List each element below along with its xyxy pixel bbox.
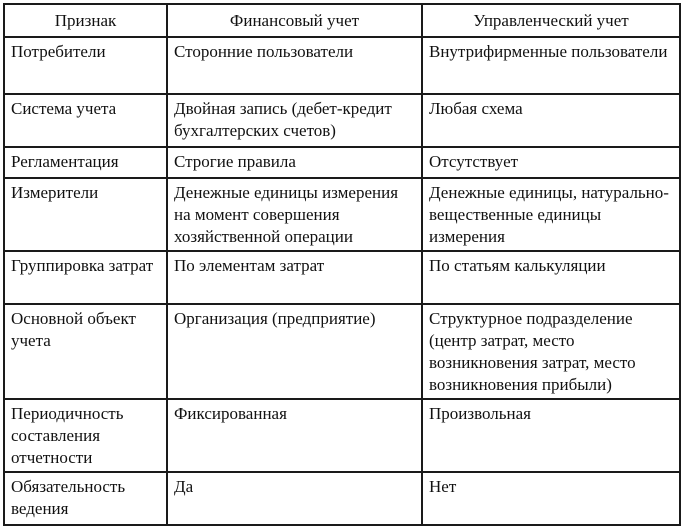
header-financial-accounting: Финансовый учет (167, 4, 422, 37)
row-feature-cell: Периодичность составления отчетности (4, 399, 167, 472)
management-cell: Отсутствует (422, 147, 680, 178)
table-row (4, 251, 680, 304)
header-feature: Признак (4, 4, 167, 37)
financial-cell: Да (167, 472, 422, 525)
financial-cell: Фиксированная (167, 399, 422, 472)
row-feature-cell: Группировка затрат (4, 251, 167, 304)
table-row (4, 37, 680, 94)
management-cell: Произвольная (422, 399, 680, 472)
table-row (4, 147, 680, 178)
row-feature-cell: Основной объект учета (4, 304, 167, 399)
table-header-row (4, 4, 680, 37)
comparison-table-container (3, 3, 679, 518)
table-row (4, 304, 680, 399)
row-feature-cell: Потребители (4, 37, 167, 94)
row-feature-cell: Система учета (4, 94, 167, 147)
table-row (4, 472, 680, 525)
management-cell: Денежные единицы, натурально-вещественные единицы измерения (422, 178, 680, 251)
row-feature-cell: Регламентация (4, 147, 167, 178)
management-cell: Нет (422, 472, 680, 525)
table-row (4, 178, 680, 251)
financial-cell: Денежные единицы измерения на момент совершения хозяйственной операции (167, 178, 422, 251)
management-cell: Любая схема (422, 94, 680, 147)
financial-cell: Сторонние пользователи (167, 37, 422, 94)
row-feature-cell: Измерители (4, 178, 167, 251)
header-management-accounting: Управленческий учет (422, 4, 680, 37)
table-row (4, 399, 680, 472)
row-feature-cell: Обязательность ведения (4, 472, 167, 525)
table-row (4, 94, 680, 147)
management-cell: Структурное подразделение (центр затрат, место возникновения затрат, место возникновения прибыли) (422, 304, 680, 399)
management-cell: Внутрифирменные пользователи (422, 37, 680, 94)
management-cell: По статьям калькуляции (422, 251, 680, 304)
comparison-table (3, 3, 681, 526)
financial-cell: Организация (предприятие) (167, 304, 422, 399)
financial-cell: Строгие правила (167, 147, 422, 178)
financial-cell: По элементам затрат (167, 251, 422, 304)
financial-cell: Двойная запись (дебет-кредит бухгалтерских счетов) (167, 94, 422, 147)
